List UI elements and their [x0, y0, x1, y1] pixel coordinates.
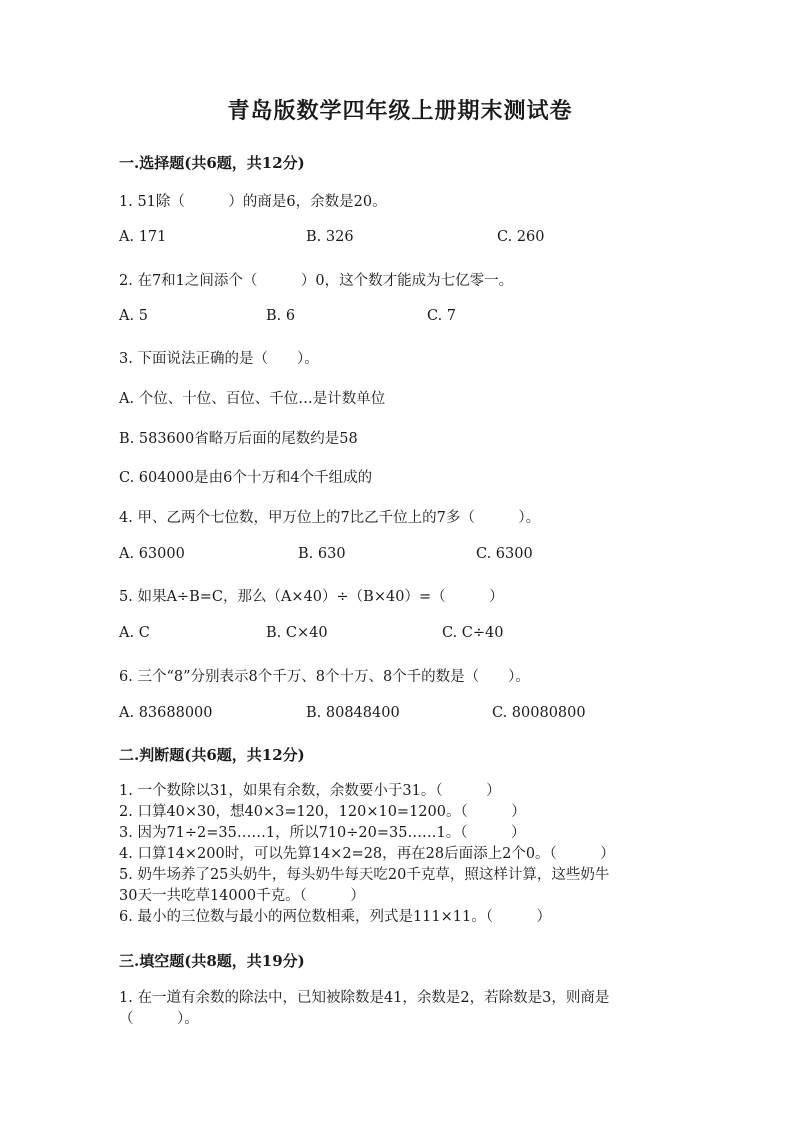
- option-c: C. 6300: [476, 546, 533, 562]
- judge-line: 2. 口算40×30，想40×3=120，120×10=1200。（ ）: [119, 804, 526, 820]
- option-b: B. 80848400: [306, 705, 400, 721]
- option-a: A. 83688000: [119, 705, 213, 721]
- fill-line: 1. 在一道有余数的除法中，已知被除数是41，余数是2，若除数是3，则商是: [119, 990, 610, 1006]
- question-text: 6. 三个“8”分别表示8个千万、8个十万、8个千的数是（ ）。: [119, 669, 530, 685]
- option-b: B. 583600省略万后面的尾数约是58: [119, 431, 358, 447]
- question-text: 4. 甲、乙两个七位数，甲万位上的7比乙千位上的7多（ ）。: [119, 510, 541, 526]
- judge-line: 6. 最小的三位数与最小的两位数相乘，列式是111×11。（ ）: [119, 909, 551, 925]
- option-c: C. 7: [427, 308, 457, 324]
- option-b: B. C×40: [266, 625, 328, 641]
- question-text: 3. 下面说法正确的是（ ）。: [119, 351, 319, 367]
- page-title: 青岛版数学四年级上册期末测试卷: [227, 98, 573, 124]
- option-c: C. C÷40: [442, 625, 504, 641]
- question-text: 5. 如果A÷B=C，那么（A×40）÷（B×40）=（ ）: [119, 589, 504, 605]
- option-c: C. 80080800: [492, 705, 586, 721]
- judge-line: 5. 奶牛场养了25头奶牛，每头奶牛每天吃20千克草，照这样计算，这些奶牛: [119, 867, 610, 883]
- option-b: B. 6: [266, 308, 296, 324]
- option-a: A. 个位、十位、百位、千位…是计数单位: [119, 391, 386, 407]
- judge-questions: [119, 781, 679, 928]
- section-heading-choice: 一.选择题(共6题，共12分): [119, 154, 305, 172]
- judge-line: 1. 一个数除以31，如果有余数，余数要小于31。（ ）: [119, 783, 501, 799]
- option-c: C. 260: [497, 229, 545, 245]
- section-heading-judge: 二.判断题(共6题，共12分): [119, 746, 305, 764]
- judge-line: 3. 因为71÷2=35……1，所以710÷20=35……1。（ ）: [119, 825, 526, 841]
- option-a: A. 171: [119, 229, 167, 245]
- judge-line: 30天一共吃草14000千克。（ ）: [119, 888, 365, 904]
- question-text: 1. 51除（ ）的商是6，余数是20。: [119, 194, 387, 210]
- fill-questions: [119, 988, 679, 1030]
- judge-line: 4. 口算14×200时，可以先算14×2=28，再在28后面添上2个0。（ ）: [119, 846, 615, 862]
- option-a: A. C: [119, 625, 150, 641]
- question-text: 2. 在7和1之间添个（ ）0，这个数才能成为七亿零一。: [119, 273, 514, 289]
- option-a: A. 63000: [119, 546, 185, 562]
- section-heading-fill: 三.填空题(共8题，共19分): [119, 952, 305, 970]
- option-a: A. 5: [119, 308, 148, 324]
- option-b: B. 326: [306, 229, 354, 245]
- fill-line: （ ）。: [119, 1011, 199, 1027]
- option-c: C. 604000是由6个十万和4个千组成的: [119, 470, 373, 486]
- option-b: B. 630: [298, 546, 346, 562]
